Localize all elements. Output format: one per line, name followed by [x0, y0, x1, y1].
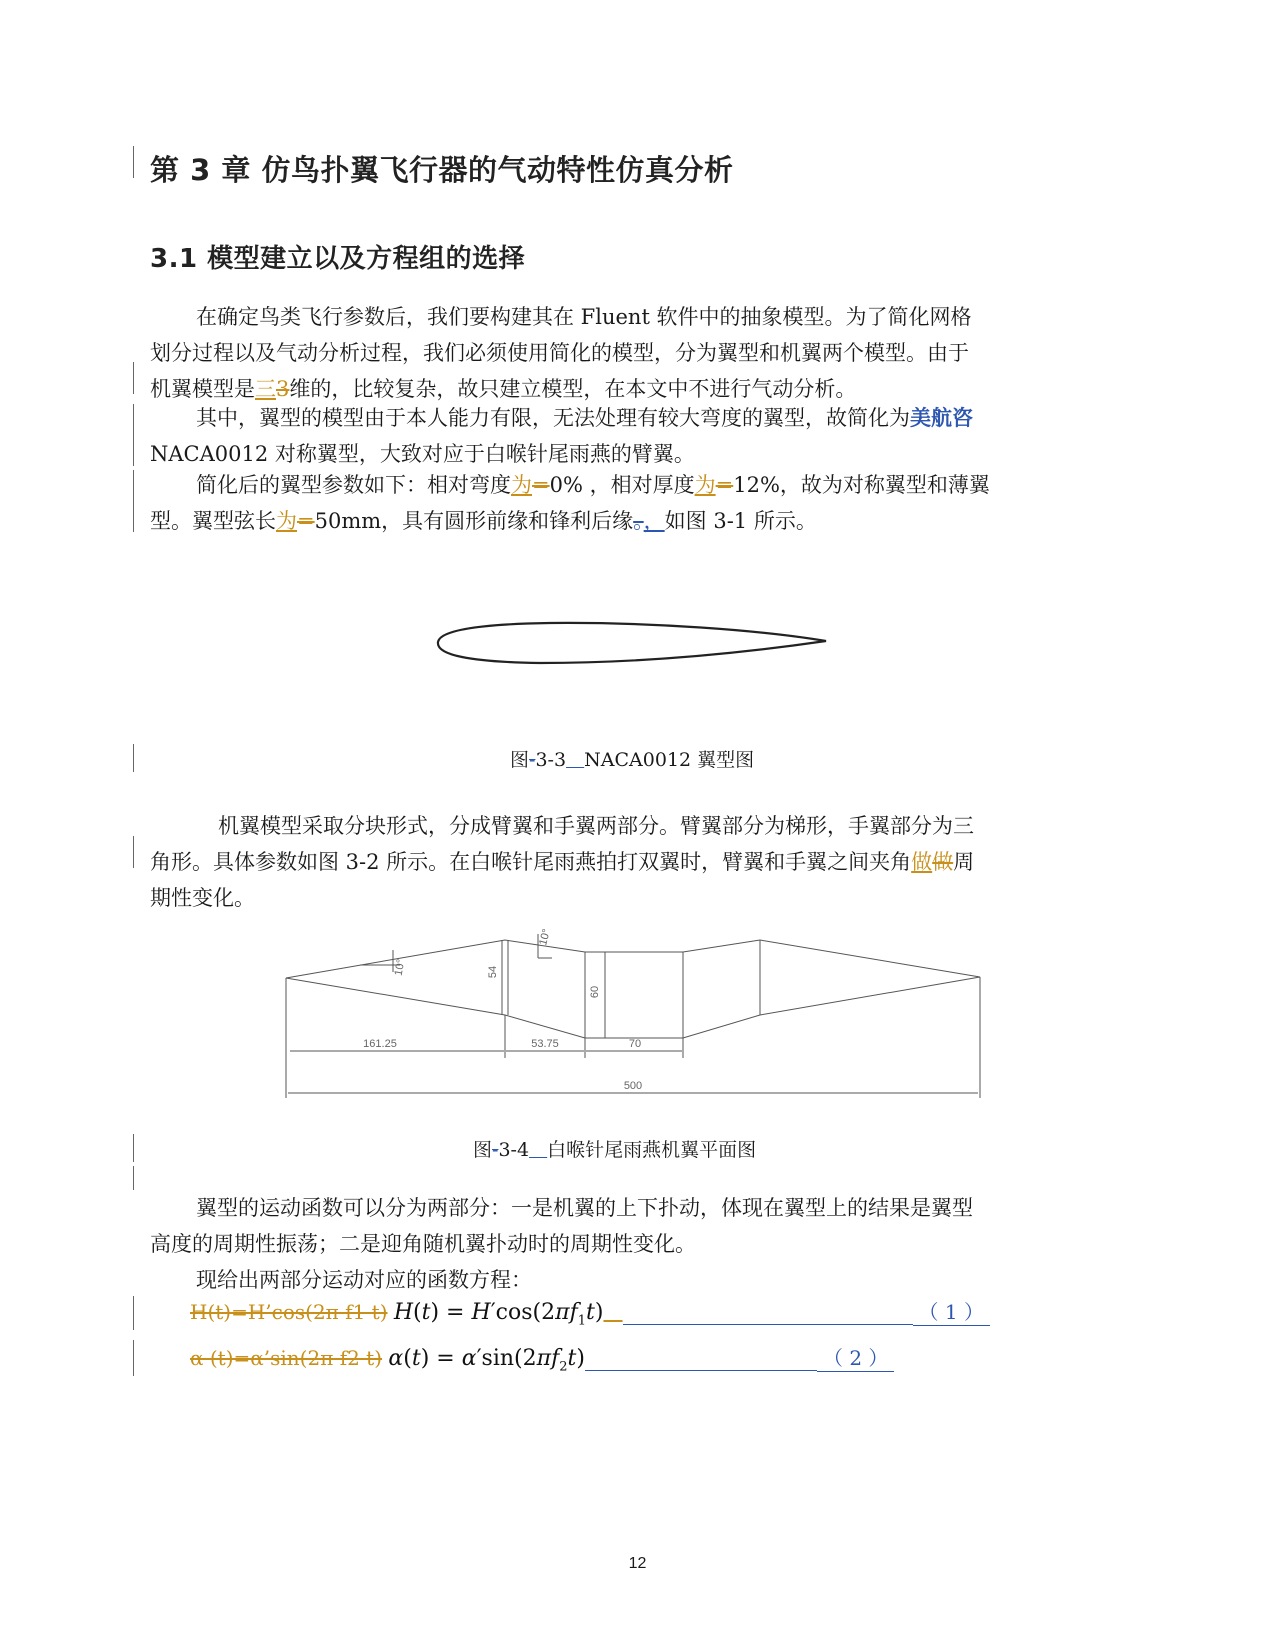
text-line: 在确定鸟类飞行参数后，我们要构建其在 Fluent 软件中的抽象模型。为了简化网格: [196, 305, 972, 329]
change-bar: [133, 1134, 134, 1162]
dimension-label: 10°: [392, 958, 408, 977]
change-bar: [133, 836, 134, 868]
text-run: 12%，故为对称翼型和薄翼: [733, 473, 990, 497]
tracked-insertion: [603, 1300, 622, 1324]
equation-formula: $\alpha(t) = \alpha'\sin(2\pi f_2t)$: [388, 1346, 585, 1375]
paragraph-wing-model: [150, 808, 1130, 916]
text-run: 简化后的翼型参数如下：相对弯度: [196, 473, 511, 497]
airfoil-figure: [430, 610, 830, 680]
equation-number: （ 1 ）: [913, 1296, 990, 1326]
figure-caption: [473, 1135, 756, 1162]
text-line: 翼型的运动函数可以分为两部分：一是机翼的上下扑动，体现在翼型上的结果是翼型: [196, 1196, 973, 1220]
tracked-insertion: 为: [276, 509, 297, 533]
caption-label: 图: [510, 749, 530, 771]
text-line: 划分过程以及气动分析过程，我们必须使用简化的模型，分为翼型和机翼两个模型。由于: [150, 341, 969, 365]
text-line: NACA0012 对称翼型，大致对应于白喉针尾雨燕的臂翼。: [150, 442, 695, 466]
airfoil-outline: [438, 623, 826, 663]
paragraph-motion: [150, 1190, 1130, 1298]
tracked-insertion: [566, 749, 584, 771]
tracked-deletion: =: [532, 473, 550, 497]
text-line: [150, 400, 1130, 436]
page-number: 12: [628, 1555, 647, 1572]
text-line: [150, 844, 1130, 880]
text-run: 维的，比较复杂，故只建立模型，在本文中不进行气动分析。: [289, 377, 857, 401]
caption-number: 3-4: [498, 1139, 530, 1161]
text-line: [150, 503, 1130, 539]
paragraph-parameters: [150, 467, 1130, 539]
wing-outline: [286, 940, 980, 1038]
tracked-insertion: 做: [911, 850, 933, 874]
tracked-deletion: =: [297, 509, 315, 533]
change-bar: [133, 1166, 134, 1190]
tracked-deletion: 做: [932, 850, 954, 874]
text-line: 期性变化。: [150, 886, 255, 910]
equation-2: [190, 1342, 894, 1374]
wing-planform-figure: [280, 920, 1000, 1105]
change-bar: [133, 470, 134, 532]
tracked-insertion: ，: [643, 509, 665, 533]
tracked-insertion: 三: [255, 377, 276, 401]
tracked-deletion: -: [492, 1139, 499, 1161]
tracked-deletion: 。: [633, 509, 644, 533]
dimension-label: 53.75: [531, 1038, 559, 1050]
text-run: 型。翼型弦长: [150, 509, 276, 533]
figure-caption: [510, 745, 754, 772]
dimension-label: 161.25: [363, 1038, 397, 1050]
text-line: 机翼模型采取分块形式，分成臂翼和手翼两部分。臂翼部分为梯形，手翼部分为三: [218, 814, 974, 838]
tracked-deletion: H(t)=H’cos(2π f1 t): [190, 1300, 388, 1324]
tracked-deletion: =: [715, 473, 734, 497]
dimension-label: 70: [628, 1038, 642, 1050]
equation-1: [190, 1296, 990, 1328]
text-run: 如图 3-1 所示。: [664, 509, 817, 533]
text-line: [150, 467, 1130, 503]
tracked-insertion: 为: [694, 473, 716, 497]
text-run: 机翼模型是: [150, 377, 255, 401]
change-bar: [133, 146, 134, 178]
tracked-deletion: -: [529, 749, 536, 771]
equation-tab-line: [623, 1300, 913, 1325]
text-run: 角形。具体参数如图 3-2 所示。在白喉针尾雨燕拍打双翼时，臂翼和手翼之间夹角: [150, 850, 912, 874]
dimension-label: 500: [623, 1080, 643, 1092]
text-run: 50mm，具有圆形前缘和锋利后缘: [314, 509, 634, 533]
equation-tab-line: [585, 1346, 817, 1371]
change-bar: [133, 1340, 134, 1376]
text-run: 其中，翼型的模型由于本人能力有限，无法处理有较大弯度的翼型，故简化为: [196, 406, 910, 430]
tracked-format-text: 美航咨: [910, 406, 973, 430]
caption-label: 图: [473, 1139, 493, 1161]
tracked-insertion: 为: [511, 473, 532, 497]
dimension-label: 10°: [537, 927, 554, 947]
text-line: 高度的周期性振荡；二是迎角随机翼扑动时的周期性变化。: [150, 1232, 696, 1256]
tracked-deletion: α (t)=α’sin(2π f2 t): [190, 1346, 383, 1370]
section-title: 3.1 模型建立以及方程组的选择: [150, 244, 526, 274]
equation-number: （ 2 ）: [817, 1342, 894, 1372]
caption-text: NACA0012 翼型图: [584, 749, 755, 771]
dimension-label: 54: [487, 965, 499, 979]
chapter-title: 第 3 章 仿鸟扑翼飞行器的气动特性仿真分析: [150, 153, 734, 187]
equation-formula: $H(t) = H'\cos(2\pi f_1t)$: [393, 1300, 604, 1329]
change-bar: [133, 362, 134, 394]
text-run: 周: [953, 850, 975, 874]
paragraph-intro: [150, 299, 1130, 407]
caption-text: 白喉针尾雨燕机翼平面图: [547, 1139, 757, 1161]
caption-number: 3-3: [535, 749, 567, 771]
tracked-deletion: 3: [276, 377, 290, 401]
dimension-label: 60: [589, 985, 601, 999]
change-bar: [133, 1296, 134, 1330]
change-bar: [133, 744, 134, 772]
tracked-insertion: [529, 1139, 547, 1161]
change-bar: [133, 404, 134, 466]
text-run: 0% ，相对厚度: [549, 473, 695, 497]
paragraph-airfoil: [150, 400, 1130, 472]
text-line: 现给出两部分运动对应的函数方程：: [196, 1268, 532, 1292]
